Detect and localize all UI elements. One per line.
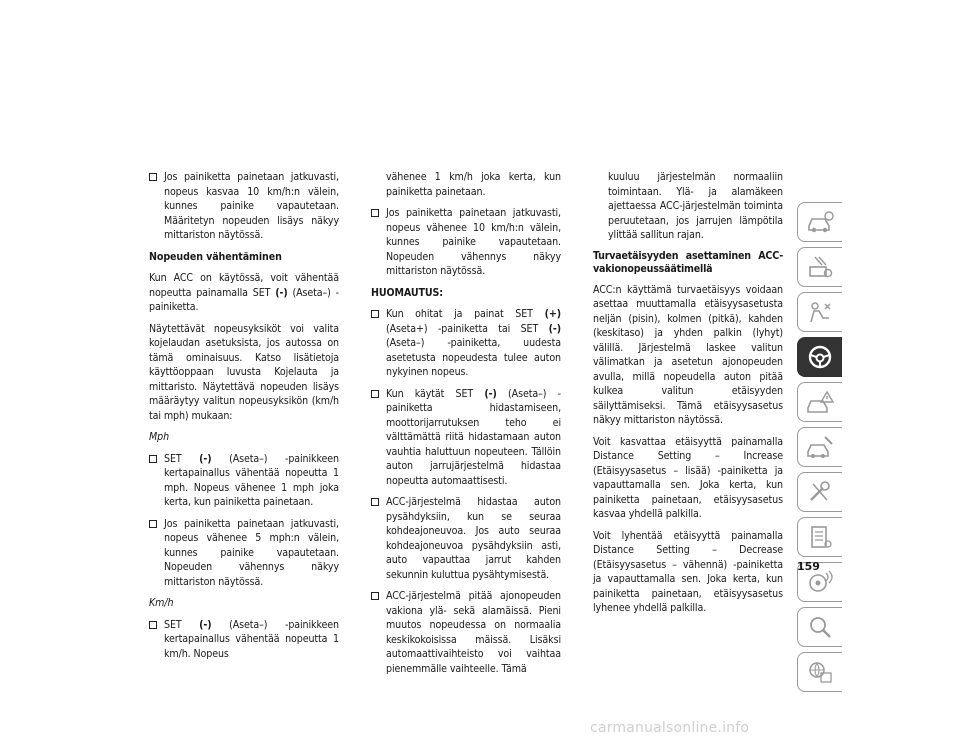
paragraph: ACC:n käyttämä turvaetäisyys voidaan asettaa muuttamalla etäisyysasetusta neljän (pisin), kolmen (pitkä), kahden (keskitaso) ja yhden palkin (lyhyt) välillä. Järjestelmä laskee valitun välimatkan ja asetetun ajonopeuden avulla, millä nopeudella auton pitää kulkea valitun etäisyyden säilyttämiseksi. Tämä etäisyysasetus näkyy mittariston näytössä.	[593, 283, 783, 426]
wrench-maintenance-icon	[805, 478, 835, 506]
section-heading: Turvaetäisyyden asettaminen ACC-vakionopeussäätimellä	[593, 249, 783, 275]
bullet-item: ACC-järjestelmä pitää ajonopeuden vakiona ylä- sekä alamäissä. Pieni muutos nopeudessa on normaalia keskikokoisissa mäissä. Lisäksi automaattivaihteisto voi vaihtaa pienemmälle vaihteelle. Tämä	[371, 589, 561, 676]
bullet-continuation: vähenee 1 km/h joka kerta, kun painiketta painetaan.	[386, 171, 561, 198]
paragraph: Kun ACC on käytössä, voit vähentää nopeutta painamalla SET (-) (Aseta–) -painiketta.	[149, 272, 339, 313]
bullet-item: SET (-) (Aseta–) -painikkeen kertapainallus vähentää nopeutta 1 mph. Nopeus vähenee 1 mph joka kerta, kun painiketta painetaan.	[149, 452, 339, 510]
tab-dashboard[interactable]	[797, 247, 842, 287]
text-column-1	[149, 170, 339, 668]
watermark: carmanualsonline.info	[590, 720, 750, 736]
tab-service[interactable]	[797, 427, 842, 467]
emergency-icon	[805, 388, 835, 416]
bullet-square-icon	[149, 173, 157, 181]
tab-emergency[interactable]	[797, 382, 842, 422]
page-number: 159	[797, 560, 820, 573]
bullet-square-icon	[149, 621, 157, 629]
tab-car-info[interactable]	[797, 202, 842, 242]
bullet-item: Jos painiketta painetaan jatkuvasti, nopeus vähenee 10 km/h:n välein, kunnes painike vapautetaan. Nopeuden vähennys näkyy mittariston näytössä.	[371, 206, 561, 279]
paragraph: Voit kasvattaa etäisyyttä painamalla Distance Setting – Increase (Etäisyysasetus – lisää) -painiketta ja vapauttamalla sen. Joka kerta, kun painiketta painetaan, etäisyysasetus kasvaa yhdellä palkilla.	[593, 435, 783, 520]
paragraph: Näytettävät nopeusyksiköt voi valita kojelaudan asetuksista, jos autossa on tämä ominaisuus. Katso lisätietoja käyttöoppaan luvusta Kojelauta ja mittaristo. Näytettävä nopeuden lisäys määräytyy valitun nopeusyksikön (km/h tai mph) mukaan:	[149, 322, 339, 422]
dashboard-lights-icon	[805, 253, 835, 281]
bullet-continuation: kuuluu järjestelmän normaaliin toimintaan. Ylä- ja alamäkeen ajettaessa ACC-järjestelmän toiminta peruutetaan, jos jarrujen lämpötila ylittää sallitun rajan.	[608, 171, 783, 241]
tab-maintenance[interactable]	[797, 472, 842, 512]
chapter-tabs	[797, 202, 842, 697]
service-car-icon	[805, 433, 835, 461]
languages-icon	[805, 658, 835, 686]
text-column-2	[371, 170, 561, 683]
bullet-item: Jos painiketta painetaan jatkuvasti, nopeus vähenee 5 mph:n välein, kunnes painike vapautetaan. Nopeuden vähennys näkyy mittariston näytössä.	[149, 517, 339, 590]
text-column-3	[593, 170, 783, 623]
bullet-square-icon	[149, 455, 157, 463]
bullet-item: SET (-) (Aseta–) -painikkeen kertapainallus vähentää nopeutta 1 km/h. Nopeus	[149, 618, 339, 662]
bullet-item: Jos painiketta painetaan jatkuvasti, nopeus kasvaa 10 km/h:n välein, kunnes painike vapautetaan. Määritetyn nopeuden lisäys näkyy mittariston näytössä.	[149, 170, 339, 243]
car-info-icon	[805, 208, 835, 236]
bullet-square-icon	[149, 520, 157, 528]
bullet-item: Kun ohitat ja painat SET (+) (Aseta+) -painiketta tai SET (-) (Aseta–) -painiketta, uudesta asetetusta nopeudesta tulee auton nykyinen nopeus.	[371, 307, 561, 380]
note-heading: HUOMAUTUS:	[371, 286, 444, 299]
search-index-icon	[805, 613, 835, 641]
specs-list-icon	[805, 523, 835, 551]
bullet-item: ACC-järjestelmä hidastaa auton pysähdyksiin, kun se seuraa kohdeajoneuvoa. Jos auto seuraa kohdeajoneuvoa pysähdyksiin asti, auto vapauttaa jarrut kahden sekunnin kuluttua pysähtymisestä.	[371, 495, 561, 582]
bullet-square-icon	[371, 209, 379, 217]
unit-heading: Km/h	[149, 597, 174, 609]
bullet-square-icon	[371, 390, 379, 398]
tab-index[interactable]	[797, 607, 842, 647]
steering-wheel-icon	[805, 343, 835, 371]
safety-airbag-icon	[805, 298, 835, 326]
bullet-square-icon	[371, 592, 379, 600]
bullet-square-icon	[371, 310, 379, 318]
paragraph: Voit lyhentää etäisyyttä painamalla Distance Setting – Decrease (Etäisyysasetus – vähennä) -painiketta ja vapauttamalla sen. Joka kerta, kun painiketta painetaan, etäisyysasetus lyhenee yhdellä palkilla.	[593, 529, 783, 614]
unit-heading: Mph	[149, 431, 170, 443]
tab-languages[interactable]	[797, 652, 842, 692]
tab-safety[interactable]	[797, 292, 842, 332]
tab-starting-operating[interactable]	[797, 337, 842, 377]
subheading: Nopeuden vähentäminen	[149, 250, 282, 263]
bullet-square-icon	[371, 498, 379, 506]
bullet-item: Kun käytät SET (-) (Aseta–) -painiketta hidastamiseen, moottorijarrutuksen teho ei välttämättä riitä hidastamaan auton vauhtia haluttuun nopeuteen. Tällöin auton jarrujärjestelmä hidastaa nopeutta automaattisesti.	[371, 387, 561, 489]
tab-specifications[interactable]	[797, 517, 842, 557]
